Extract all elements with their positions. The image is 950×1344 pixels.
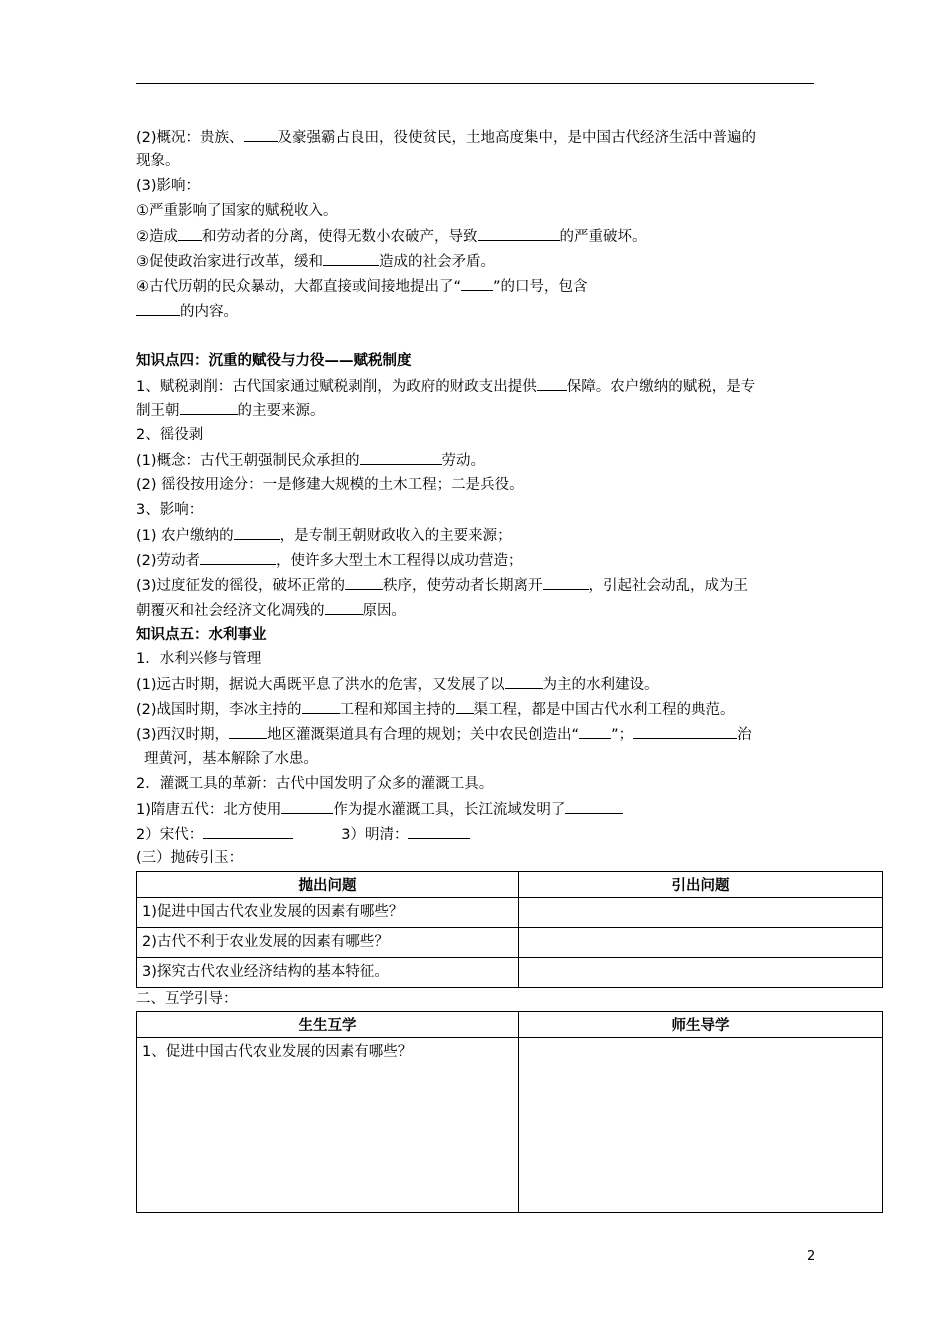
answer-cell[interactable] <box>519 1038 883 1213</box>
text-line: (2)战国时期，李冰主持的 工程和郑国主持的 渠工程，都是中国古代水利工程的典范。 <box>136 699 735 720</box>
fill-blank[interactable] <box>633 724 737 739</box>
fill-blank[interactable] <box>537 376 567 391</box>
text-line: (1) 农户缴纳的 ，是专制王朝财政收入的主要来源； <box>136 525 512 546</box>
text-line: 朝覆灭和社会经济文化凋残的 原因。 <box>136 600 406 621</box>
text-line: ③促使政治家进行改革，缓和 造成的社会矛盾。 <box>136 251 495 272</box>
table-header: 抛出问题 <box>137 872 519 898</box>
header-rule <box>136 83 814 84</box>
text-line: (3)过度征发的徭役，破坏正常的 秩序，使劳动者长期离开 ，引起社会动乱，成为王 <box>136 575 748 596</box>
table-cell[interactable]: 1、促进中国古代农业发展的因素有哪些？ <box>137 1038 519 1213</box>
text-line: 的内容。 <box>136 301 238 322</box>
fill-blank[interactable] <box>579 724 611 739</box>
text-line: 2．灌溉工具的革新：古代中国发明了众多的灌溉工具。 <box>136 776 494 792</box>
table-header: 师生导学 <box>519 1012 883 1038</box>
table-row <box>137 958 883 988</box>
table-cell: 3)探究古代农业经济结构的基本特征。 <box>137 958 519 988</box>
text-line: 3、影响： <box>136 502 204 518</box>
table-row <box>137 898 883 928</box>
fill-blank[interactable] <box>505 674 543 689</box>
fill-blank[interactable] <box>229 724 267 739</box>
fill-blank[interactable] <box>244 127 278 142</box>
text-line: 现象。 <box>136 153 180 169</box>
text-line: 1)隋唐五代：北方使用 作为提水灌溉工具，长江流域发明了 <box>136 799 623 820</box>
page-number: 2 <box>807 1249 816 1264</box>
text-line: 1．水利兴修与管理 <box>136 651 262 667</box>
fill-blank[interactable] <box>323 251 379 266</box>
text-line: 2、徭役剥 <box>136 427 204 443</box>
text-line: (3)西汉时期， 地区灌溉渠道具有合理的规划；关中农民创造出“ ”； 治 <box>136 724 752 745</box>
fill-blank[interactable] <box>180 400 238 415</box>
answer-cell[interactable] <box>519 928 883 958</box>
fill-blank[interactable] <box>408 824 470 839</box>
section-heading: 知识点五：水利事业 <box>136 627 267 643</box>
section-heading: 二、互学引导： <box>136 991 238 1007</box>
fill-blank[interactable] <box>281 799 333 814</box>
text-line: (2) 徭役按用途分：一是修建大规模的土木工程；二是兵役。 <box>136 477 524 493</box>
text-line: (1)远古时期，据说大禹既平息了洪水的危害，又发展了以 为主的水利建设。 <box>136 674 659 695</box>
table-cell: 2)古代不利于农业发展的因素有哪些？ <box>137 928 519 958</box>
fill-blank[interactable] <box>543 575 589 590</box>
fill-blank[interactable] <box>234 525 280 540</box>
answer-cell[interactable] <box>519 958 883 988</box>
fill-blank[interactable] <box>461 276 493 291</box>
text-line: ②造成 和劳动者的分离，使得无数小农破产，导致 的严重破坏。 <box>136 226 647 247</box>
section-heading: 知识点四：沉重的赋役与力役——赋税制度 <box>136 353 412 369</box>
text-line: (2)概况：贵族、 及豪强霸占良田，役使贫民，土地高度集中，是中国古代经济生活中普遍的 <box>136 127 756 148</box>
table-cell: 1)促进中国古代农业发展的因素有哪些？ <box>137 898 519 928</box>
fill-blank[interactable] <box>200 550 276 565</box>
table-header: 引出问题 <box>519 872 883 898</box>
fill-blank[interactable] <box>325 600 363 615</box>
fill-blank[interactable] <box>456 699 474 714</box>
text-line: (2)劳动者 ，使许多大型土木工程得以成功营造； <box>136 550 523 571</box>
fill-blank[interactable] <box>345 575 383 590</box>
table-header: 生生互学 <box>137 1012 519 1038</box>
text-line: 理黄河，基本解除了水患。 <box>144 751 318 767</box>
fill-blank[interactable] <box>565 799 623 814</box>
text-line: 2）宋代： 3）明清： <box>136 824 470 845</box>
answer-cell[interactable] <box>519 898 883 928</box>
study-table <box>136 1011 883 1213</box>
fill-blank[interactable] <box>360 450 442 465</box>
table-row <box>137 928 883 958</box>
text-line: (1)概念：古代王朝强制民众承担的 劳动。 <box>136 450 485 471</box>
text-line: 1、赋税剥削：古代国家通过赋税剥削，为政府的财政支出提供 保障。农户缴纳的赋税，是专 <box>136 376 755 397</box>
fill-blank[interactable] <box>478 226 560 241</box>
table-row <box>137 1038 883 1213</box>
text-line: ④古代历朝的民众暴动，大都直接或间接地提出了“ ”的口号，包含 <box>136 276 588 297</box>
fill-blank[interactable] <box>136 301 180 316</box>
text-line: 制王朝 的主要来源。 <box>136 400 325 421</box>
question-table <box>136 871 883 988</box>
fill-blank[interactable] <box>203 824 293 839</box>
fill-blank[interactable] <box>178 226 202 241</box>
text-line: (3)影响： <box>136 178 201 194</box>
text-line: ①严重影响了国家的赋税收入。 <box>136 203 338 219</box>
text-line: (三）抛砖引玉： <box>136 850 244 866</box>
fill-blank[interactable] <box>302 699 340 714</box>
